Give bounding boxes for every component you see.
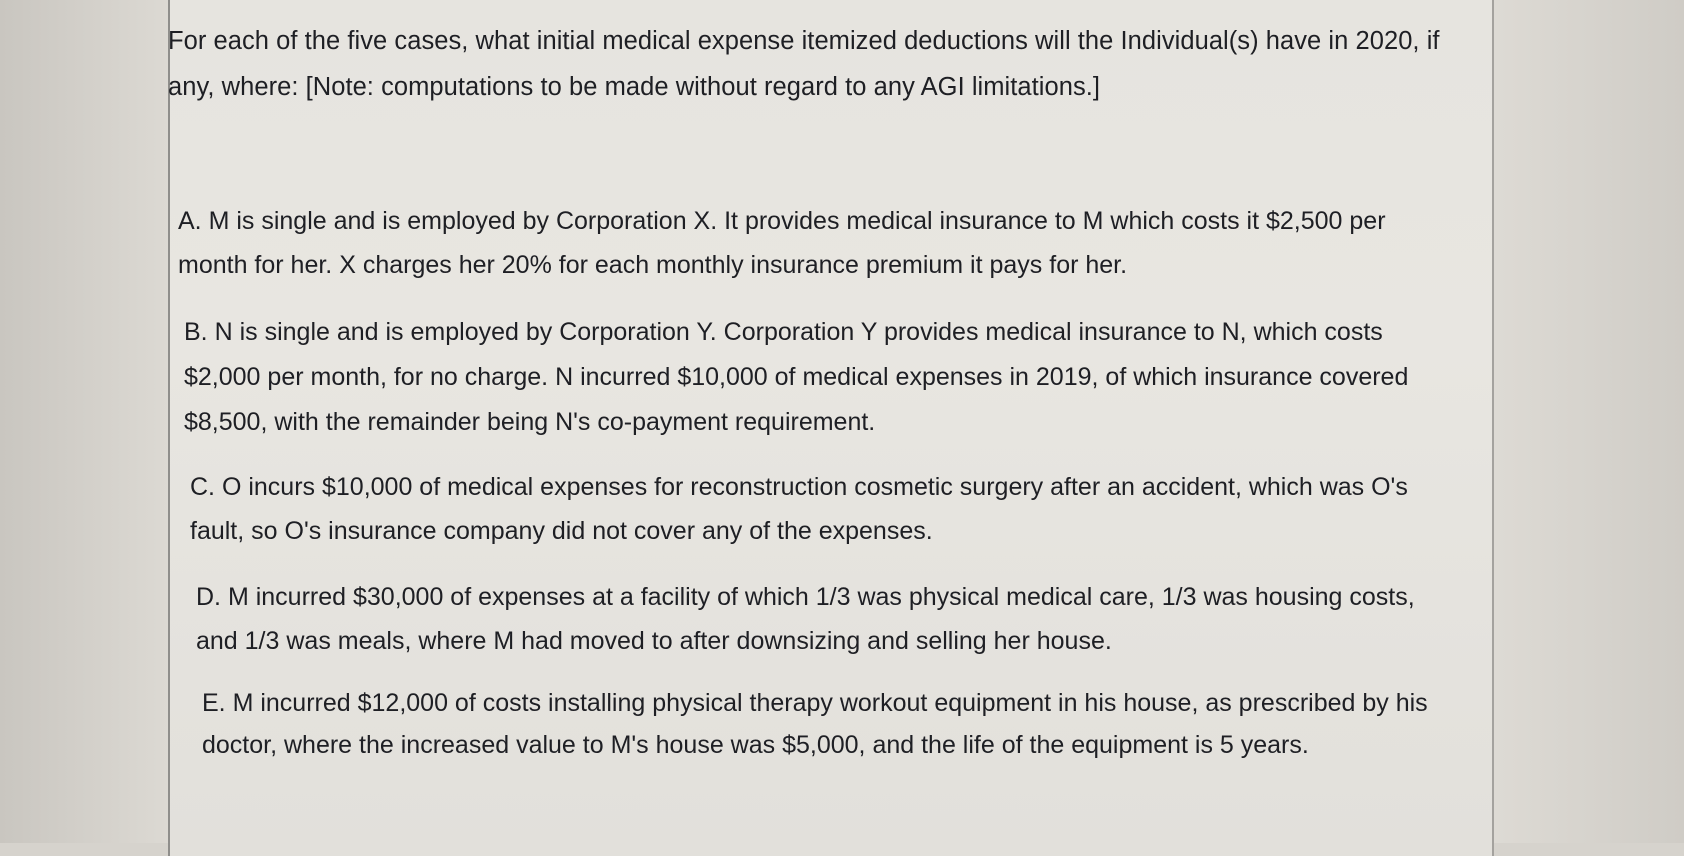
question-intro: For each of the five cases, what initial medical expense itemized deductions will the Individual(s) have in 2020, if any, where: [Note: computations to be made without regard to any AGI limitations.]: [168, 27, 1440, 101]
case-text: O incurs $10,000 of medical expenses for reconstruction cosmetic surgery after an accident, which was O's fault, so O's insurance company did not cover any of the expenses.: [190, 473, 1408, 545]
case-label: D.: [196, 583, 221, 611]
case-text: M is single and is employed by Corporation X. It provides medical insurance to M which costs it $2,500 per month for her. X charges her 20% for each monthly insurance premium it pays for her.: [178, 207, 1386, 279]
case-label: E.: [202, 689, 226, 717]
case-text: M incurred $12,000 of costs installing physical therapy workout equipment in his house, as prescribed by his doctor, where the increased value to M's house was $5,000, and the life of the equipment is 5 years.: [202, 689, 1428, 759]
case-d: [196, 575, 1456, 663]
case-text: N is single and is employed by Corporation Y. Corporation Y provides medical insurance to N, which costs $2,000 per month, for no charge. N incurred $10,000 of medical expenses in 2019, of which insurance covered $8,500, with the remainder being N's co-payment requirement.: [184, 318, 1409, 436]
case-c: [190, 465, 1450, 553]
case-a: [178, 199, 1438, 287]
case-e: [202, 682, 1462, 766]
case-label: C.: [190, 473, 215, 501]
case-label: B.: [184, 318, 208, 346]
case-label: A.: [178, 207, 202, 235]
case-b: [184, 310, 1444, 445]
case-text: M incurred $30,000 of expenses at a facility of which 1/3 was physical medical care, 1/3 was housing costs, and 1/3 was meals, where M had moved to after downsizing and selling her house.: [196, 583, 1415, 655]
